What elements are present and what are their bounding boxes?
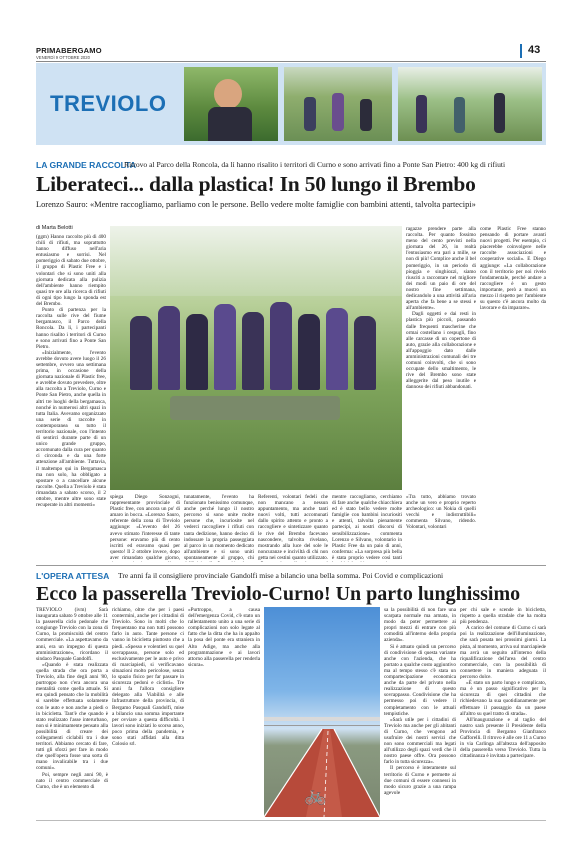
article1-byline: di Marta Belotti bbox=[36, 225, 73, 231]
article1-column-7 bbox=[480, 226, 546, 562]
article2-paragraph: Si è attuato quindi un percorso di condivisione di questa variante anche con l'azienda, che ha portato a qualche costo aggiuntivo ma al tempo stesso c'è stata un compartecipazione economica anche da parte del privato nella realizzazione di questo sovrappasso. Condivisione che ha permesso poi di vedere il completamento con le attuali tempistiche. bbox=[384, 643, 456, 717]
article2-column-6 bbox=[460, 607, 546, 817]
bike-symbol-icon: 🚲 bbox=[304, 785, 327, 806]
article2-paragraph: «È stato un parto lungo e complicato, ma è un passo significativo per la sicurezza di quei cittadini che richiedevano la sua quotidianamente per effettuare il passaggio da un paese all'altro su quel tratto di strada». bbox=[460, 680, 546, 717]
article2-column-5 bbox=[384, 607, 456, 817]
photo-riverbank bbox=[398, 67, 542, 141]
article1-paragraph: ragazze prendere parte alla raccolta. Per quanto fossimo meno del cento previsti nella giornata del 26, in realtà l'entusiasmo era pari a mille, se non di più! Complice anche il bel pomeriggio, in un periodo di pioggia e singhiozzi, siamo riusciti a raccontare nel migliore dei modi un paio di ore del nostro fine settimana, dedicandolo a una attività all'aria aperta che fa bene a se stessi e all'ambiente». bbox=[406, 226, 476, 312]
article1-paragraph: come Plastic Free stanno pensando di portare avanti nuovi progetti. Per esempio, ci piacerebbe coinvolgere nelle raccolte associazioni e cooperative sociali». E Diego aggiunge: «La collaborazione con il territorio per noi rivelo fondamentale, perché andare a raccogliere è un gesto importante, però a muovi un mezzo il rispetto per l'ambiente su questo c'è ancora molto da lavorare e da imparare». bbox=[480, 226, 546, 312]
article1-paragraph: Referenti, volontari fedeli che non mancano a nessun appuntamento, ma anche tanti nuovi volti, tutti accomunati dallo spirito attento e pronto a raccogliere e sintetizzare quanto le rive del Brembo facevano nascondere, talvolta rivelano, mostrando alla luce del sole le noncuranze e inciviltà di chi non getta nei cestini quanto utilizzato. bbox=[258, 494, 328, 561]
article1-subtitle: Lorenzo Sauro: «Mentre raccogliamo, parliamo con le persone. Bello vedere molte famiglie con bambini attenti, talvolta partecipi» bbox=[36, 200, 476, 209]
article1-paragraph: tunatamente, l'evento ha funzionato benissimo comunque, anche perché lungo il nostro percorso si sono unite molte persone che, incuriosite nel vederci raccogliere i rifiuti con tanta dedizione, hanno deciso di indossare la propria passeggiata al parco in un momento dedicato all'ambiente e si sono uniti spontaneamente al gruppo, chi bbox=[184, 494, 254, 561]
article2-paragraph: per chi sale e scende in bicicletta, rispetto a quella stradale che ha molta più pendenza. bbox=[460, 607, 546, 626]
header-rule bbox=[36, 61, 546, 62]
article1-title: Liberateci... dalla plastica! In 50 lungo il Brembo bbox=[36, 172, 476, 196]
article2-title: Ecco la passerella Treviolo-Curno! Un parto lunghissimo bbox=[36, 583, 521, 605]
article2-paragraph: All'inaugurazione e al taglio del nastro sarà presente il Presidente della Provincia di Bergamo Gianfranco Gafforelli. Il ritrovo è alle ore 11 a Curno in via Carlinga all'altezza dell'apposito della passerella verso Treviolo. Tutta la cittadinanza è invitata a partecipare. bbox=[460, 716, 546, 760]
issue-date: VENERDÌ 9 OTTOBRE 2020 bbox=[36, 55, 90, 60]
article1-column-6-bottom bbox=[406, 494, 476, 562]
page-number-bar bbox=[520, 44, 522, 58]
article1-paragraph: Dagli oggetti e dai resti in plastica più piccoli, passando dalle frequenti mascherine che ormai costellano i cespugli, fino alle carcasse di un copertone di auto, grazie alla collaborazione e all'appoggio dato dalle amministrazioni comunali dei tre comuni coinvolti, che si sono occupate dello smaltimento, le rive del Brembo sono state alleggerite dal peso inutile e dannoso dei rifiuti abbandonati. bbox=[406, 311, 476, 391]
page-number: 43 bbox=[528, 44, 541, 56]
article-separator bbox=[36, 565, 546, 566]
article2-column-2 bbox=[112, 607, 184, 817]
article1-paragraph: mentre raccogliamo, cerchiamo di fare anche qualche chiacchiera ed è stato bello vedere molte famiglie con bambini incuriositi e attenti, talvolta pienamente partecipi, ai nostri discorsi di sensibilizzazione» commenta Lorenzo e Silvano, volontario in Plastic Free da un paio di anni, conferma: «La sorpresa più bella è stata proprio vedere così tanti bbox=[332, 494, 402, 561]
article1-column-1 bbox=[36, 234, 106, 562]
article1-column-2 bbox=[110, 494, 180, 562]
article2-paragraph: Poi, sempre negli anni 90, è nato il centro commerciale di Curno, che è un elemento di bbox=[36, 771, 108, 790]
article1-paragraph: «Tra tutto, abbiamo trovato anche un vero e proprio reperto archeologico: un Nokia di quelli vecchi e indistruttibili» commenta Silvano, ridendo. Volontari, volontari bbox=[406, 494, 476, 531]
article2-column-3 bbox=[188, 607, 260, 817]
article1-paragraph: «Inizialmente, l'evento avrebbe dovuto avere luogo il 26 settembre, ovvero una settimana prima, in occasione della giornata nazionale di Plastic free, e avrebbe dovuto prevedere, oltre alla raccolta a Treviolo, Curno e Ponte San Pietro, anche quella in altri tre luoghi della bergamasca, nonché in numerosi altri spazi in tutta Italia. Avevamo organizzato una serie di raccolte in contemporanea su tutto il territorio nazionale, con l'intento di sentirci durante parte di un unico grande gruppo, accomunato dalla cura per quanto ci circonda e da una forte attenzione all'ambiente. Tuttavia, il maltempo qui in Bergamasca ma non solo, ha obbligato a spostare o a cancellare alcune raccolte. Quella a Treviolo è stata rimandata a sabato scorso, il 2 ottobre, mentre altre sono state recuperate in altri momenti» bbox=[36, 349, 106, 509]
article2-paragraph: «Sarà utile per i cittadini di Treviolo ma anche per gli abitanti di Curno, che vengono ad usufruire dei nostri servizi che non sono commerciali ma legati all'utilizzo degli spazi verdi che il nostro paese offre. Ora possono farlo in tutta sicurezza». bbox=[384, 716, 456, 766]
article2-column-1 bbox=[36, 607, 108, 817]
article2-paragraph: A carico del comune di Curno ci sarà poi la realizzazione dell'illuminazione, che sarà posata nei prossimi giorni. La pista, al momento, arriva sul marciapiede ma avrà un seguito all'interno della riqualificazione dell'area del centro commerciale, con la possibilità di connettere in maniera adeguata il percorso dolce. bbox=[460, 625, 546, 681]
photo-volunteers-group bbox=[110, 226, 402, 490]
article2-paragraph: sa la possibilità di non fare una scarpata normale ma armata, in modo da poter permettere ai propri mezzi di entrare con più comodità all'interno della propria azienda». bbox=[384, 607, 456, 644]
photo-collection-group bbox=[284, 67, 392, 141]
article1-column-4 bbox=[258, 494, 328, 562]
section-title: TREVIOLO bbox=[50, 91, 167, 116]
article2-paragraph: Il percorso è interamente sul territorio di Curno e permette ai due comuni di essere connessi in modo sicuro grazie a una rampa agevole bbox=[384, 765, 456, 796]
article1-paragraph: Punto di partenza per la raccolta sulle rive del fiume bergamasco, il Parco della Roncola. Da lì, i partecipanti hanno risalito i territori di Curno e sono arrivati fino a Ponte San Pietro. bbox=[36, 307, 106, 350]
article2-paragraph: richiamo, oltre che per i paesi contermini, anche per i cittadini di Treviolo. Sono in molti che lo frequentano ma non tutti possono farlo in auto. Tante persone ci vanno in bicicletta piuttosto che a piedi. «Spesso e volentieri su quel sovrappasso, persone solo ed esclusivamente per le auto e privo di marciapiedi, si verificavano situazioni molto pericolose, senza lo spazio fisico per far passare in sicurezza pedoni e ciclisti». Tre anni fa l'allora consigliere delegato alla Viabilità e alle Infrastrutture della provincia, di Bergamo Pasquali Gandolfi, mise a bilancio una somma importante per ovviare a questa difficoltà. I lavori sono iniziati lo scorso anno, poco prima della pandemia, e sono stati affidati alla ditta Colosio srl. bbox=[112, 607, 184, 748]
article1-column-5 bbox=[332, 494, 402, 562]
article2-paragraph: «Quando è stata realizzata quella strada che ora porta a Treviolo, alla fine degli anni '80, purtroppo non c'era ancora una mentalità come quella attuale. Si era quindi pensato che la mobilità si sarebbe effettuata solamente con le auto e non anche a piedi o in bicicletta. Tant'è che quando è stato realizzato l'asse interurbano, non si è minimamente pensato alla possibilità di creare dei collegamenti ciclabili tra i due territori. Abbiamo cercato di fare, tutti gli sforzi per fare in modo che quell'opera fosse una sorta di mano invalicabile tra i due comuni». bbox=[36, 661, 108, 772]
article1-paragraph: (ggm) Hanno raccolto più di 400 chili di rifiuti, ma soprattutto hanno diffuso nell'aria entusiasmo e sorrisi. Nel pomeriggio di sabato due ottobre, il gruppo di Plastic Free e i volontari che si sono uniti alla giornata dedicata alla pulizia dell'ambiente hanno riempito quasi tre ore alla ricerca di rifiuti di ogni tipo lungo la sponda est del Brembo. bbox=[36, 234, 106, 308]
article2-paragraph: «Purtroppo, a causa dell'emergenza Covid, c'è stato un rallentamento unito a una serie di complicazioni non solo legate al fatto che la ditta che ha in appalto la posa del ponte era straniera in Alto Adige, ma anche alla programmazione e ai lavori attorno alla passerella per renderla sicura». bbox=[188, 607, 260, 668]
article2-paragraph: TREVIOLO (ivm) Sarà inaugurata sabato 9 ottobre alle 11 la passerella ciclo pedonale che congiunge Treviolo con la zona di Curno, la promiscuità del centro commerciale. «La aspettavamo da anni, era un impegno di questa amministrazione», ricordano il sindaco Pasquale Gandolfi. bbox=[36, 607, 108, 662]
masthead: PRIMABERGAMO bbox=[36, 46, 102, 55]
photo-volunteer-selfie bbox=[184, 67, 278, 141]
footer-rule bbox=[36, 820, 546, 821]
article2-kicker: L'OPERA ATTESA bbox=[36, 571, 110, 581]
article1-paragraph: spiega Diego Sonzogni, rappresentante provinciale di Plastic free, con ancora un po' di amaro in bocca. «Lorenzo Sauro, referente della zona di Treviolo aggiunge: «L'evento del 26 avevo stimato l'interesse di tante persone: eravamo più di cento iscritti ed eravamo quasi per questo! Il 2 ottobre invece, dopo aver rimandato qualche giorno, bbox=[110, 494, 180, 561]
article1-column-6 bbox=[406, 226, 476, 490]
article1-kicker-text: Ritrovo al Parco della Roncola, da lì hanno risalito i territori di Curno e sono arrivati fino a Ponte San Pietro: 400 kg di rifiuti bbox=[124, 160, 506, 169]
article1-column-3 bbox=[184, 494, 254, 562]
article2-kicker-text: Tre anni fa il consigliere provinciale Gandolfi mise a bilancio una bella somma. Poi Covid e complicazioni bbox=[118, 571, 444, 580]
photo-bike-bridge bbox=[264, 607, 380, 817]
article1-kicker: LA GRANDE RACCOLTA bbox=[36, 160, 137, 170]
